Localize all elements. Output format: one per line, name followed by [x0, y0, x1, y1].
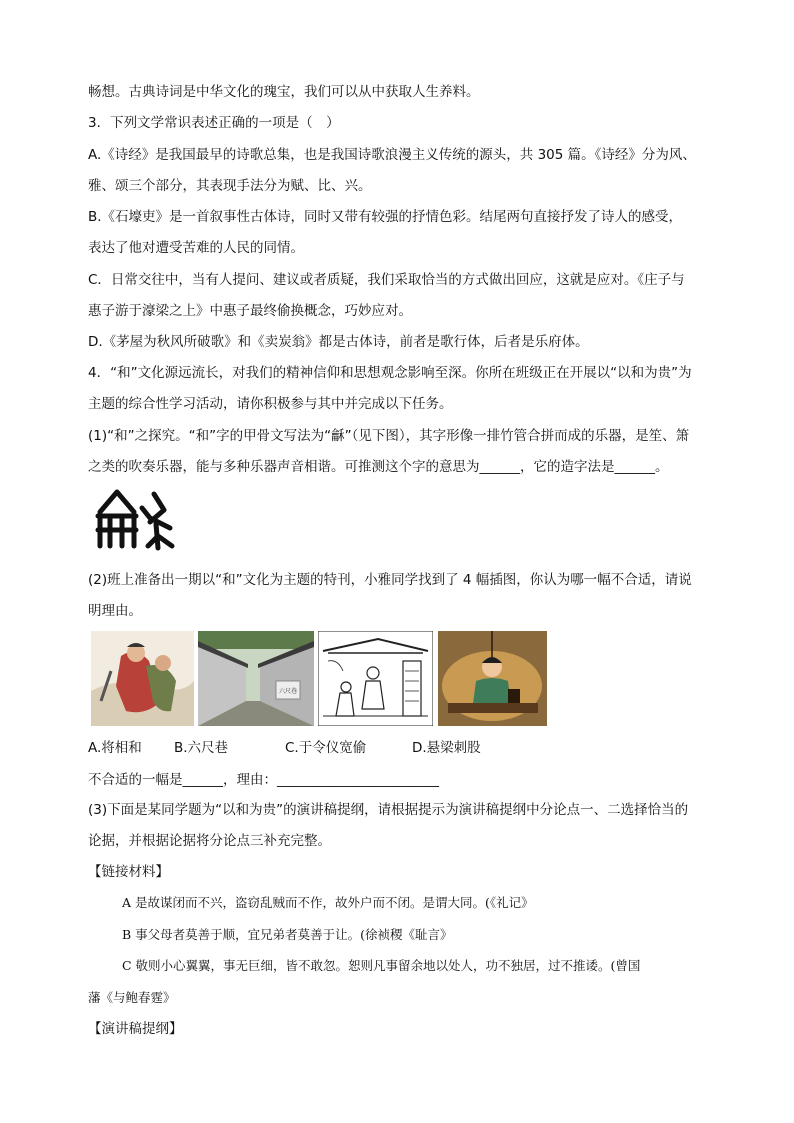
- option-d: D.《茅屋为秋风所破歌》和《卖炭翁》都是古体诗，前者是歌行体，后者是乐府体。: [88, 334, 589, 350]
- material-c-line1: C 敬则小心翼翼，事无巨细，皆不敢忽。恕则凡事留余地以处人，功不独居，过不推诿。(曾国: [122, 958, 641, 973]
- option-a-line1: A.《诗经》是我国最早的诗歌总集，也是我国诗歌浪漫主义传统的源头，共 305 篇。《诗经》分为风、: [88, 147, 696, 163]
- option-c-line2: 惠子游于濠梁之上》中惠子最终偷换概念，巧妙应对。: [88, 303, 412, 319]
- answer-line: 不合适的一幅是______，理由：________________________: [88, 772, 439, 788]
- illustration-c-yu-ling-yi: [318, 631, 433, 726]
- option-b-line2: 表达了他对遭受苦难的人民的同情。: [88, 240, 304, 256]
- illustration-a-jiang-xiang-he: [91, 631, 194, 726]
- plaque-text: 六尺巷: [278, 688, 298, 695]
- caption-d: D.悬梁刺股: [412, 740, 481, 756]
- speech-outline-title: 【演讲稿提纲】: [88, 1021, 183, 1037]
- question-4-line2: 主题的综合性学习活动，请你积极参与其中并完成以下任务。: [88, 396, 453, 412]
- subquestion-3-line1: (3)下面是某同学题为“以和为贵”的演讲稿提纲，请根据提示为演讲稿提纲中分论点一、二选择恰当的: [88, 802, 689, 818]
- oracle-bone-he-glyph: [92, 488, 178, 552]
- option-b-line1: B.《石壕吏》是一首叙事性古体诗，同时又带有较强的抒情色彩。结尾两句直接抒发了诗人的感受，: [88, 209, 683, 225]
- subquestion-2-line1: (2)班上准备出一期以“和”文化为主题的特刊，小雅同学找到了 4 幅插图，你认为哪一幅不合适，请说: [88, 572, 692, 588]
- caption-a: A.将相和: [88, 740, 142, 756]
- subquestion-1-line1: (1)“和”之探究。“和”字的甲骨文写法为“龢”（见下图），其字形像一排竹管合拼而成的乐器，是笙、箫: [88, 428, 690, 444]
- illustration-d-xuan-liang-ci-gu: [438, 631, 547, 726]
- paragraph: 畅想。古典诗词是中华文化的瑰宝，我们可以从中获取人生养料。: [88, 84, 480, 100]
- material-a: A 是故谋闭而不兴，盗窃乱贼而不作，故外户而不闭。是谓大同。(《礼记》: [122, 895, 534, 910]
- link-material-title: 【链接材料】: [88, 864, 169, 880]
- question-4-line1: 4．“和”文化源远流长，对我们的精神信仰和思想观念影响至深。你所在班级正在开展以“以和为贵”为: [88, 365, 692, 381]
- illustration-b-liu-chi-xiang: [198, 631, 314, 726]
- subquestion-1-line2: 之类的吹奏乐器，能与多种乐器声音相谐。可推测这个字的意思为______，它的造字法是______。: [88, 459, 669, 475]
- option-a-line2: 雅、颂三个部分，其表现手法分为赋、比、兴。: [88, 178, 372, 194]
- subquestion-3-line2: 论据，并根据论据将分论点三补充完整。: [88, 833, 331, 849]
- material-c-line2: 藩《与鲍春霆》: [88, 990, 176, 1005]
- option-c-line1: C．日常交往中，当有人提问、建议或者质疑，我们采取恰当的方式做出回应，这就是应对。《庄子与: [88, 272, 685, 288]
- caption-b: B.六尺巷: [174, 740, 229, 756]
- caption-c: C.于令仪宽偷: [285, 740, 367, 756]
- subquestion-2-line2: 明理由。: [88, 603, 142, 619]
- material-b: B 事父母者莫善于顺，宜兄弟者莫善于让。(徐祯稷《耻言》: [122, 927, 453, 942]
- question-3-stem: 3．下列文学常识表述正确的一项是（ ）: [88, 115, 340, 131]
